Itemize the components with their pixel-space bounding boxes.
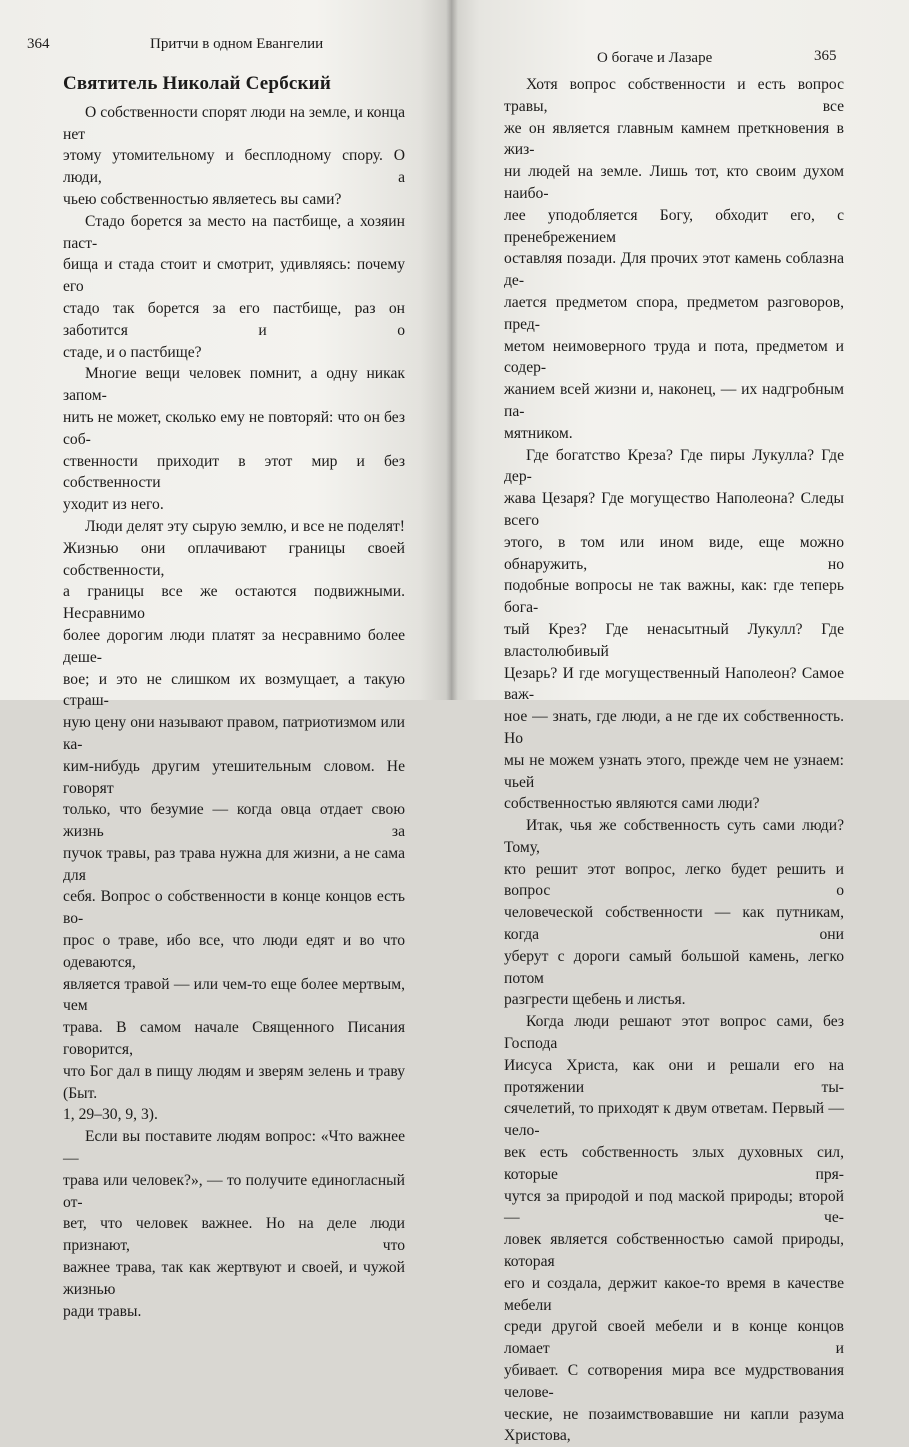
text-line: ким-нибудь другим утешительным словом. Не говорят bbox=[63, 757, 405, 797]
text-line: стадо так борется за его пастбище, раз он заботится и о bbox=[63, 299, 405, 339]
text-line: ческие, не позаимствовавшие ни капли разума Христова, bbox=[504, 1405, 844, 1445]
text-line: Хотя вопрос собственности и есть вопрос травы, все bbox=[504, 76, 844, 115]
text-line: только, что безумие — когда овца отдает свою жизнь за bbox=[63, 801, 405, 841]
text-line: сячелетий, то приходят к двум ответам. Первый — чело- bbox=[504, 1100, 844, 1140]
text-line: убивает. С сотворения мира все мудрствования челове- bbox=[504, 1362, 844, 1401]
paragraph bbox=[504, 815, 844, 1011]
text-line: Люди делят эту сырую землю, и все не поделят! bbox=[85, 517, 405, 535]
page-body bbox=[63, 73, 405, 1322]
text-line: Многие вещи человек помнит, а одну никак запом- bbox=[63, 365, 405, 405]
text-line: важнее трава, так как жертвуют и своей, и чужой жизнью bbox=[63, 1259, 405, 1298]
text-line: стаде, и о пастбище? bbox=[63, 343, 202, 361]
text-line: разгрести щебень и листья. bbox=[504, 991, 686, 1009]
text-line: жанием всей жизни и, наконец, — их надгробным па- bbox=[504, 381, 844, 420]
chapter-title: Святитель Николай Сербский bbox=[63, 73, 331, 94]
text-line: себя. Вопрос о собственности в конце концов есть во- bbox=[63, 888, 405, 928]
paragraph bbox=[504, 1011, 844, 1447]
paragraph bbox=[63, 211, 405, 364]
running-title: О богаче и Лазаре bbox=[597, 50, 713, 66]
paragraph bbox=[63, 102, 405, 211]
text-line: Где богатство Креза? Где пиры Лукулла? Где дер- bbox=[504, 446, 844, 486]
text-line: Если вы поставите людям вопрос: «Что важнее — bbox=[63, 1128, 405, 1168]
text-line: лее уподобляется Богу, обходит его, с пренебрежением bbox=[504, 206, 844, 246]
text-line: более дорогим люди платят за несравнимо более деше- bbox=[63, 626, 405, 666]
text-line: ственности приходит в этот мир и без собственности bbox=[63, 452, 405, 492]
text-line: этого, в том или ином виде, еще можно обнаружить, но bbox=[504, 533, 844, 573]
text-line: О собственности спорят люди на земле, и конца нет bbox=[63, 103, 405, 143]
text-line: среди другой своей мебели и в конце концов ломает и bbox=[504, 1318, 844, 1358]
text-line: Итак, чья же собственность суть сами люди? Тому, bbox=[504, 817, 844, 856]
text-line: этому утомительному и бесплодному спору. О люди, а bbox=[63, 147, 405, 187]
text-line: ради травы. bbox=[63, 1302, 142, 1320]
running-title: Притчи в одном Евангелии bbox=[150, 36, 324, 52]
text-line: бища и стада стоит и смотрит, удивляясь: почему его bbox=[63, 256, 405, 296]
page-body bbox=[504, 74, 844, 1447]
text-line: мы не можем узнать этого, прежде чем не узнаем: чьей bbox=[504, 751, 844, 791]
text-line: ловек является собственностью самой природы, которая bbox=[504, 1231, 844, 1271]
text-line: лается предметом спора, предметом разговоров, пред- bbox=[504, 293, 844, 333]
text-line: ную цену они называют правом, патриотизмом или ка- bbox=[63, 714, 405, 753]
text-line: тый Крез? Где ненасытный Лукулл? Где властолюбивый bbox=[504, 620, 844, 660]
text-line: ни людей на земле. Лишь тот, кто своим духом наибо- bbox=[504, 163, 844, 202]
text-line: оставляя позади. Для прочих этот камень соблазна де- bbox=[504, 250, 844, 290]
text-line: чьею собственностью являетесь вы сами? bbox=[63, 190, 342, 208]
text-line: Когда люди решают этот вопрос сами, без Господа bbox=[504, 1013, 844, 1053]
text-line: прос о траве, ибо все, что люди едят и во что одеваются, bbox=[63, 932, 405, 971]
text-line: Стадо борется за место на пастбище, а хозяин паст- bbox=[63, 212, 405, 252]
paragraph bbox=[504, 445, 844, 816]
text-line: ное — знать, где люди, а не где их собственность. Но bbox=[504, 708, 844, 747]
text-line: собственностью являются сами люди? bbox=[504, 795, 760, 813]
text-line: нить не может, сколько ему не повторяй: что он без соб- bbox=[63, 408, 405, 448]
text-line: трава. В самом начале Священного Писания говорится, bbox=[63, 1019, 405, 1059]
text-line: уберут с дороги самый большой камень, легко потом bbox=[504, 947, 844, 987]
text-line: его и создала, держит какое-то время в качестве мебели bbox=[504, 1274, 844, 1314]
text-line: является травой — или чем-то еще более мертвым, чем bbox=[63, 975, 405, 1015]
text-line: вет, что человек важнее. Но на деле люди признают, что bbox=[63, 1215, 405, 1255]
text-line: же он является главным камнем преткновения в жиз- bbox=[504, 119, 844, 159]
text-line: трава или человек?», — то получите единогласный от- bbox=[63, 1171, 405, 1211]
text-line: кто решит этот вопрос, легко будет решить и вопрос о bbox=[504, 860, 844, 900]
text-line: мятником. bbox=[504, 424, 573, 442]
paragraphs bbox=[63, 102, 405, 1323]
text-line: Цезарь? И где могущественный Наполеон? Самое важ- bbox=[504, 664, 844, 704]
paragraph bbox=[504, 74, 844, 445]
text-line: век есть собственность злых духовных сил, которые пря- bbox=[504, 1144, 844, 1183]
text-line: человеческой собственности — как путникам, когда они bbox=[504, 904, 844, 944]
text-line: Жизнью они оплачивают границы своей собственности, bbox=[63, 539, 405, 579]
left-page bbox=[0, 0, 452, 1320]
text-line: чутся за природой и под маской природы; второй — че- bbox=[504, 1187, 844, 1227]
right-page bbox=[452, 0, 909, 1445]
text-line: 1, 29–30, 9, 3). bbox=[63, 1106, 158, 1124]
book-gutter bbox=[446, 0, 458, 700]
text-line: метом неимоверного труда и пота, предметом и содер- bbox=[504, 337, 844, 377]
page-number: 365 bbox=[814, 48, 837, 64]
paragraphs bbox=[504, 74, 844, 1447]
text-line: жава Цезаря? Где могущество Наполеона? Следы всего bbox=[504, 490, 844, 529]
page-number: 364 bbox=[27, 36, 50, 52]
text-line: пучок травы, раз трава нужна для жизни, а не сама для bbox=[63, 844, 405, 884]
paragraph bbox=[63, 1126, 405, 1322]
text-line: Иисуса Христа, как они и решали его на протяжении ты- bbox=[504, 1056, 844, 1096]
text-line: что Бог дал в пищу людям и зверям зелень и траву (Быт. bbox=[63, 1062, 405, 1102]
paragraph bbox=[63, 516, 405, 1126]
text-line: подобные вопросы не так важны, как: где теперь богa- bbox=[504, 577, 844, 617]
text-line: вое; и это не слишком их возмущает, а такую страш- bbox=[63, 670, 405, 710]
text-line: уходит из него. bbox=[63, 496, 164, 514]
text-line: а границы все же остаются подвижными. Несравнимо bbox=[63, 583, 405, 623]
paragraph bbox=[63, 363, 405, 516]
